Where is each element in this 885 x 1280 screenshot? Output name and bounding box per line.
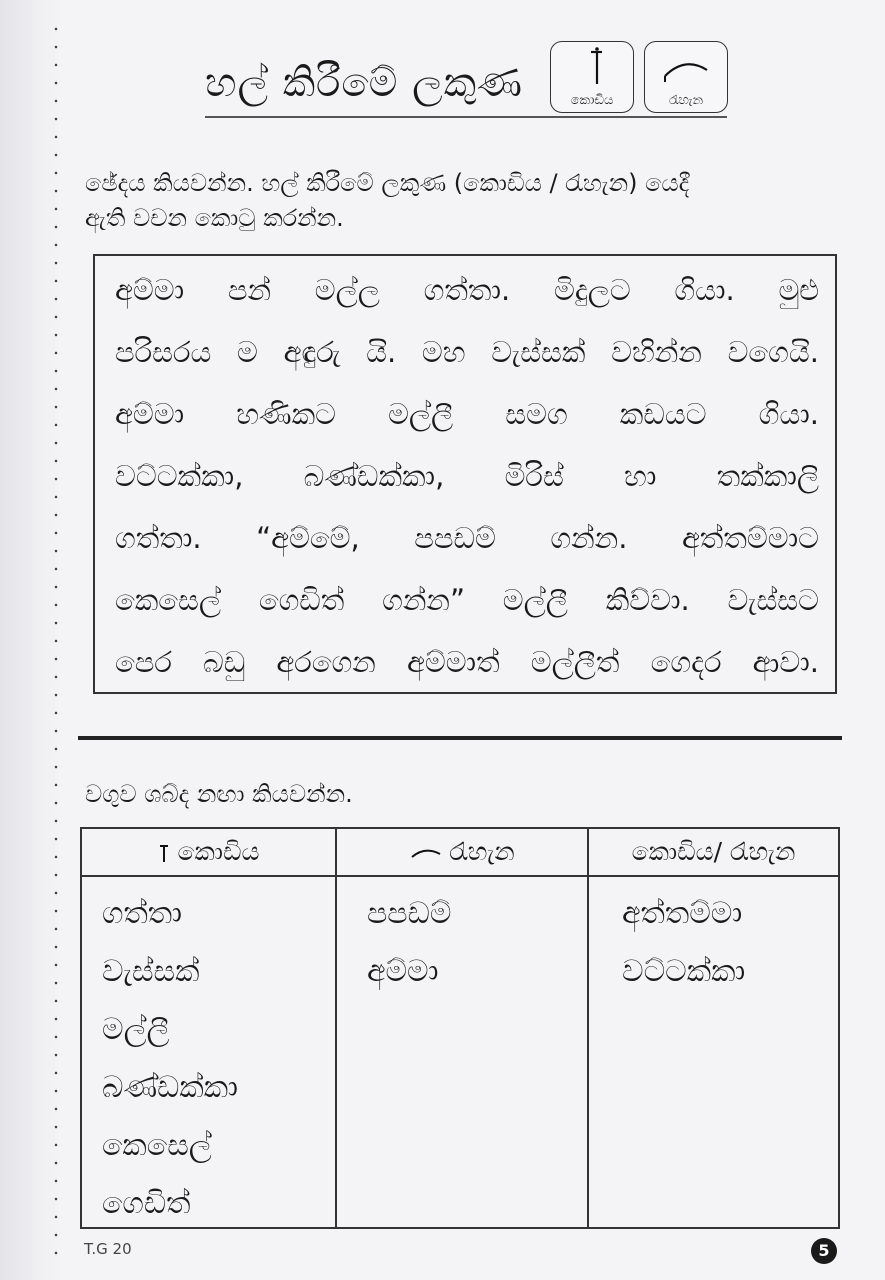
kodiya-sign-label: කොඩිය bbox=[570, 93, 614, 108]
column-divider bbox=[335, 829, 337, 1227]
column-header-rahana bbox=[337, 829, 587, 875]
column-divider bbox=[587, 829, 589, 1227]
notebook-binding bbox=[0, 0, 62, 1280]
list-item: අම්මා bbox=[367, 954, 439, 989]
kodiya-sign-box bbox=[550, 41, 634, 113]
passage-line: අම්මා පන් මල්ල ගත්තා. මිදුලට ගියා. මුළු bbox=[115, 273, 819, 307]
word-list-both bbox=[622, 885, 745, 1001]
column-header-label: කොඩිය/ රැහැන bbox=[631, 837, 796, 866]
passage-line: පෙර බඩු අරගෙන අම්මාත් මල්ලීත් ගෙදර ආවා. bbox=[115, 645, 819, 679]
rahana-sign-icon bbox=[409, 841, 443, 865]
exercise1-instruction-line2: ඇති වචන කොටු කරන්න. bbox=[85, 204, 344, 232]
exercise1-instruction-line1: ඡේදය කියවන්න. හල් කිරීමේ ලකුණ (කොඩිය / රැහැන) යෙදී bbox=[85, 169, 690, 197]
passage-line: ගත්තා. “අම්මේ, පපඩම් ගන්න. අත්තම්මාට bbox=[115, 521, 819, 555]
list-item: කෙසෙල් bbox=[102, 1128, 212, 1163]
exercise2-instruction: වගුව ශබ්ද නඟා කියවන්න. bbox=[85, 780, 353, 808]
word-list-kodiya bbox=[102, 885, 238, 1233]
page-title: හල් කිරීමේ ලකුණ bbox=[205, 60, 523, 106]
word-list-rahana bbox=[367, 885, 451, 1001]
footer-code: T.G 20 bbox=[84, 1240, 132, 1258]
passage-line: පරිසරය ම අඳුරු යි. මහ වැස්සක් වහින්න වගෙයි. bbox=[115, 335, 819, 369]
column-header-kodiya bbox=[82, 829, 335, 875]
list-item: අත්තම්මා bbox=[622, 896, 743, 931]
rahana-sign-label: රැහැන bbox=[668, 93, 704, 108]
passage-line: කෙසෙල් ගෙඩිත් ගන්න” මල්ලී කිව්වා. වැස්සට bbox=[115, 583, 819, 617]
passage-line: වට්ටක්කා, බණ්ඩක්කා, මිරිස් හා තක්කාලි bbox=[115, 459, 819, 493]
passage-box bbox=[93, 254, 837, 694]
list-item: පපඩම් bbox=[367, 896, 452, 931]
kodiya-sign-icon bbox=[157, 841, 171, 865]
page-number: 5 bbox=[811, 1238, 837, 1264]
list-item: මල්ලී bbox=[102, 1012, 170, 1047]
word-table bbox=[80, 827, 840, 1229]
rahana-sign-box bbox=[644, 41, 728, 113]
list-item: වට්ටක්කා bbox=[622, 954, 746, 989]
list-item: ගත්තා bbox=[102, 896, 183, 931]
list-item: බණ්ඩක්කා bbox=[102, 1070, 238, 1105]
column-header-label: රැහැන bbox=[449, 837, 515, 866]
header-divider bbox=[82, 875, 838, 877]
section-divider bbox=[78, 736, 842, 740]
header-rule bbox=[205, 116, 727, 118]
list-item: වැස්සක් bbox=[102, 954, 200, 989]
column-header-both bbox=[589, 829, 838, 875]
passage-line: අම්මා හණිකට මල්ලී සමග කඩයට ගියා. bbox=[115, 397, 819, 431]
column-header-label: කොඩිය bbox=[177, 837, 260, 866]
list-item: ගෙඩිත් bbox=[102, 1186, 191, 1221]
binding-perforation bbox=[54, 20, 58, 1260]
